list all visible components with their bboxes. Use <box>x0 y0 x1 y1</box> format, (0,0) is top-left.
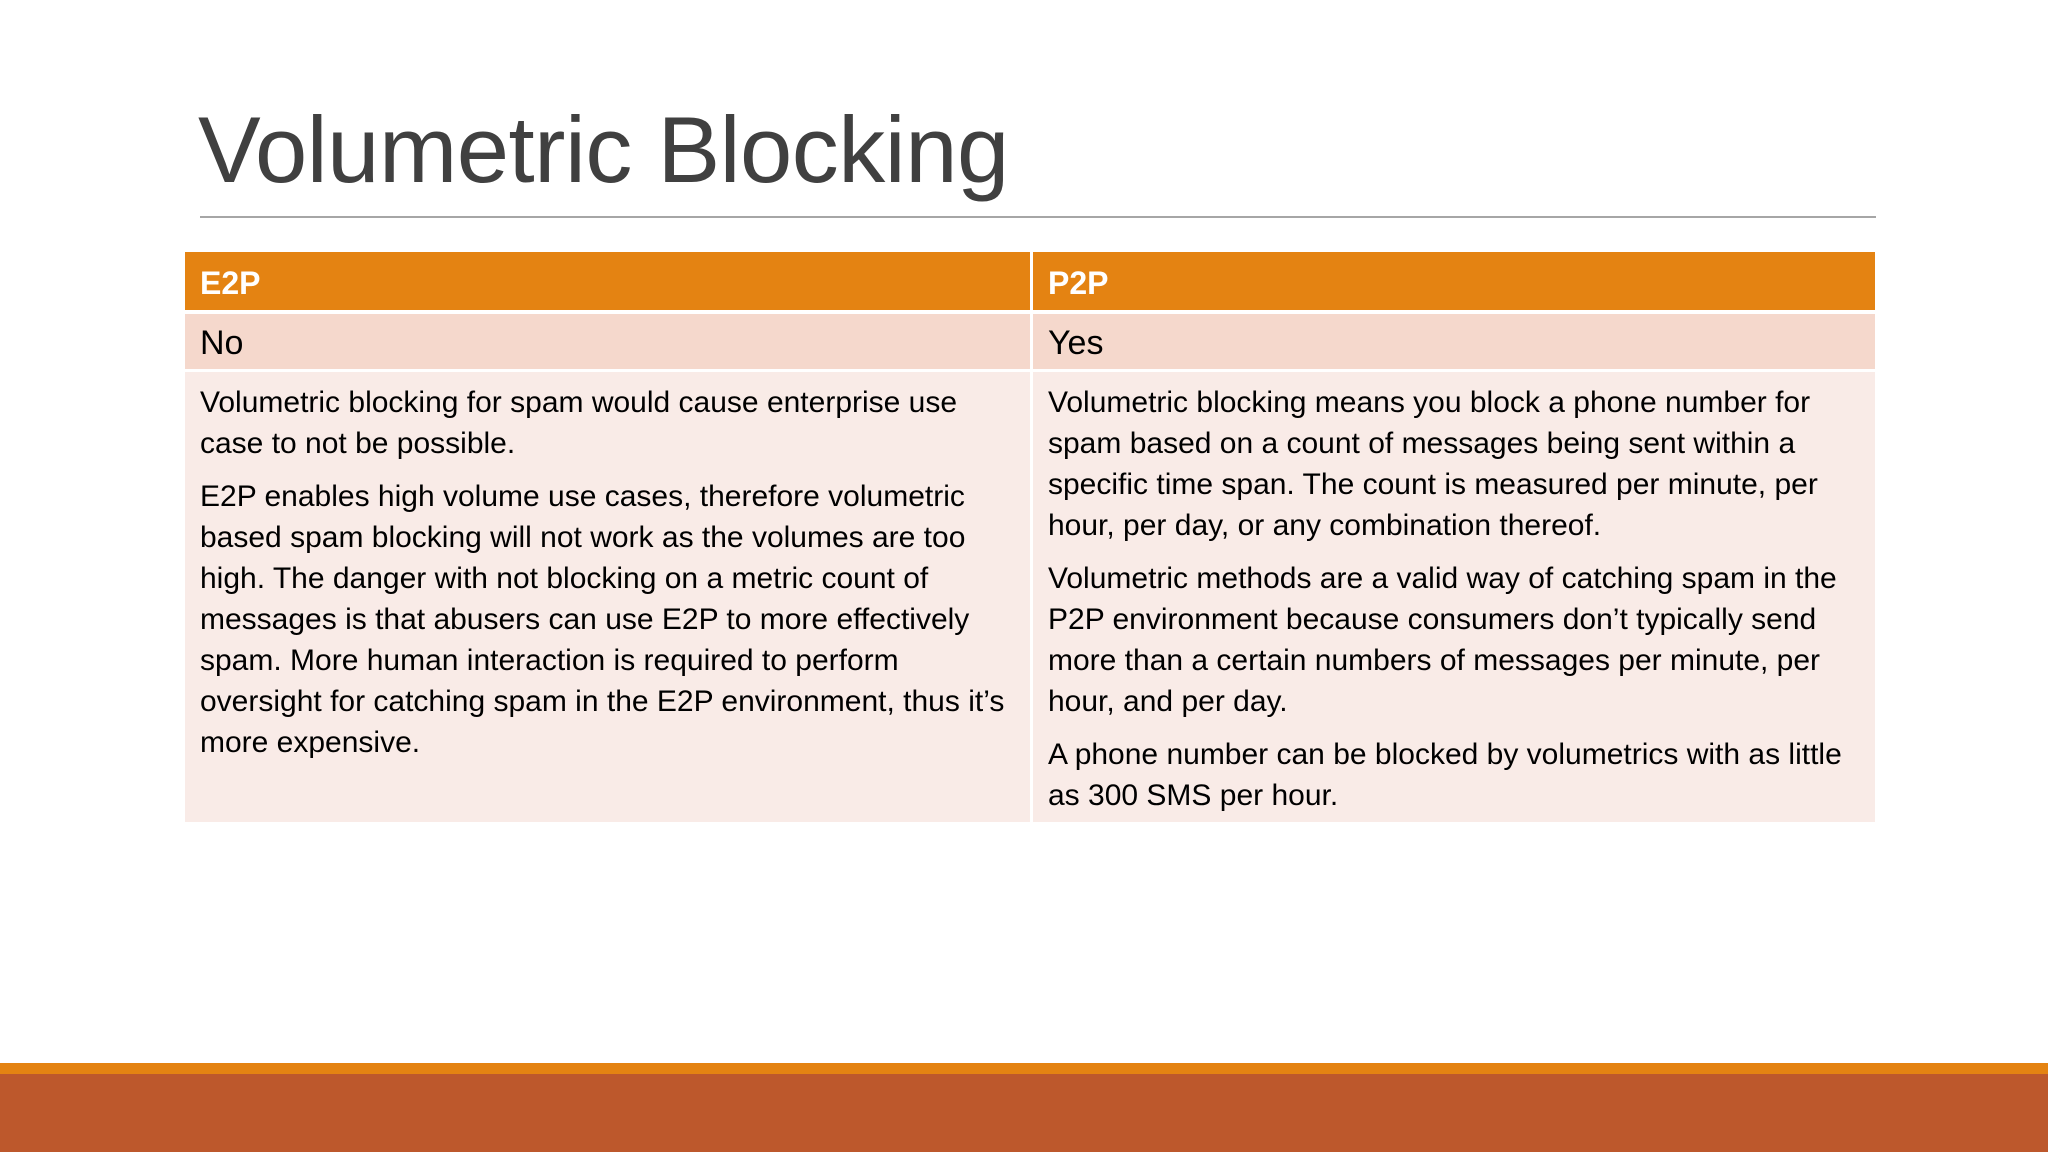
table-cell-e2p-details <box>185 372 1030 822</box>
slide-title: Volumetric Blocking <box>198 97 1009 202</box>
comparison-table <box>185 252 1875 822</box>
title-divider <box>200 216 1876 218</box>
table-cell-e2p-answer: No <box>185 314 1030 372</box>
p2p-paragraph: Volumetric blocking means you block a phone number for spam based on a count of messages being sent within a specific time span. The count is measured per minute, per hour, per day, or any combination thereof. <box>1048 386 1818 542</box>
p2p-paragraph: Volumetric methods are a valid way of catching spam in the P2P environment because consumers don’t typically send more than a certain numbers of messages per minute, per hour, and per day. <box>1048 562 1837 718</box>
table-header-p2p: P2P <box>1030 252 1875 314</box>
e2p-paragraph: Volumetric blocking for spam would cause enterprise use case to not be possible. <box>200 386 958 460</box>
footer-accent-stripe <box>0 1063 2048 1074</box>
table-cell-p2p-answer: Yes <box>1030 314 1875 372</box>
table-cell-p2p-details <box>1030 372 1875 822</box>
table-header-e2p: E2P <box>185 252 1030 314</box>
e2p-paragraph: E2P enables high volume use cases, therefore volumetric based spam blocking will not work as the volumes are too high. The danger with not blocking on a metric count of messages is that abusers can use E2P to more effectively spam. More human interaction is required to perform oversight for catching spam in the E2P environment, thus it’s more expensive. <box>200 480 1005 759</box>
footer-band <box>0 1074 2048 1152</box>
p2p-paragraph: A phone number can be blocked by volumetrics with as little as 300 SMS per hour. <box>1048 738 1842 812</box>
